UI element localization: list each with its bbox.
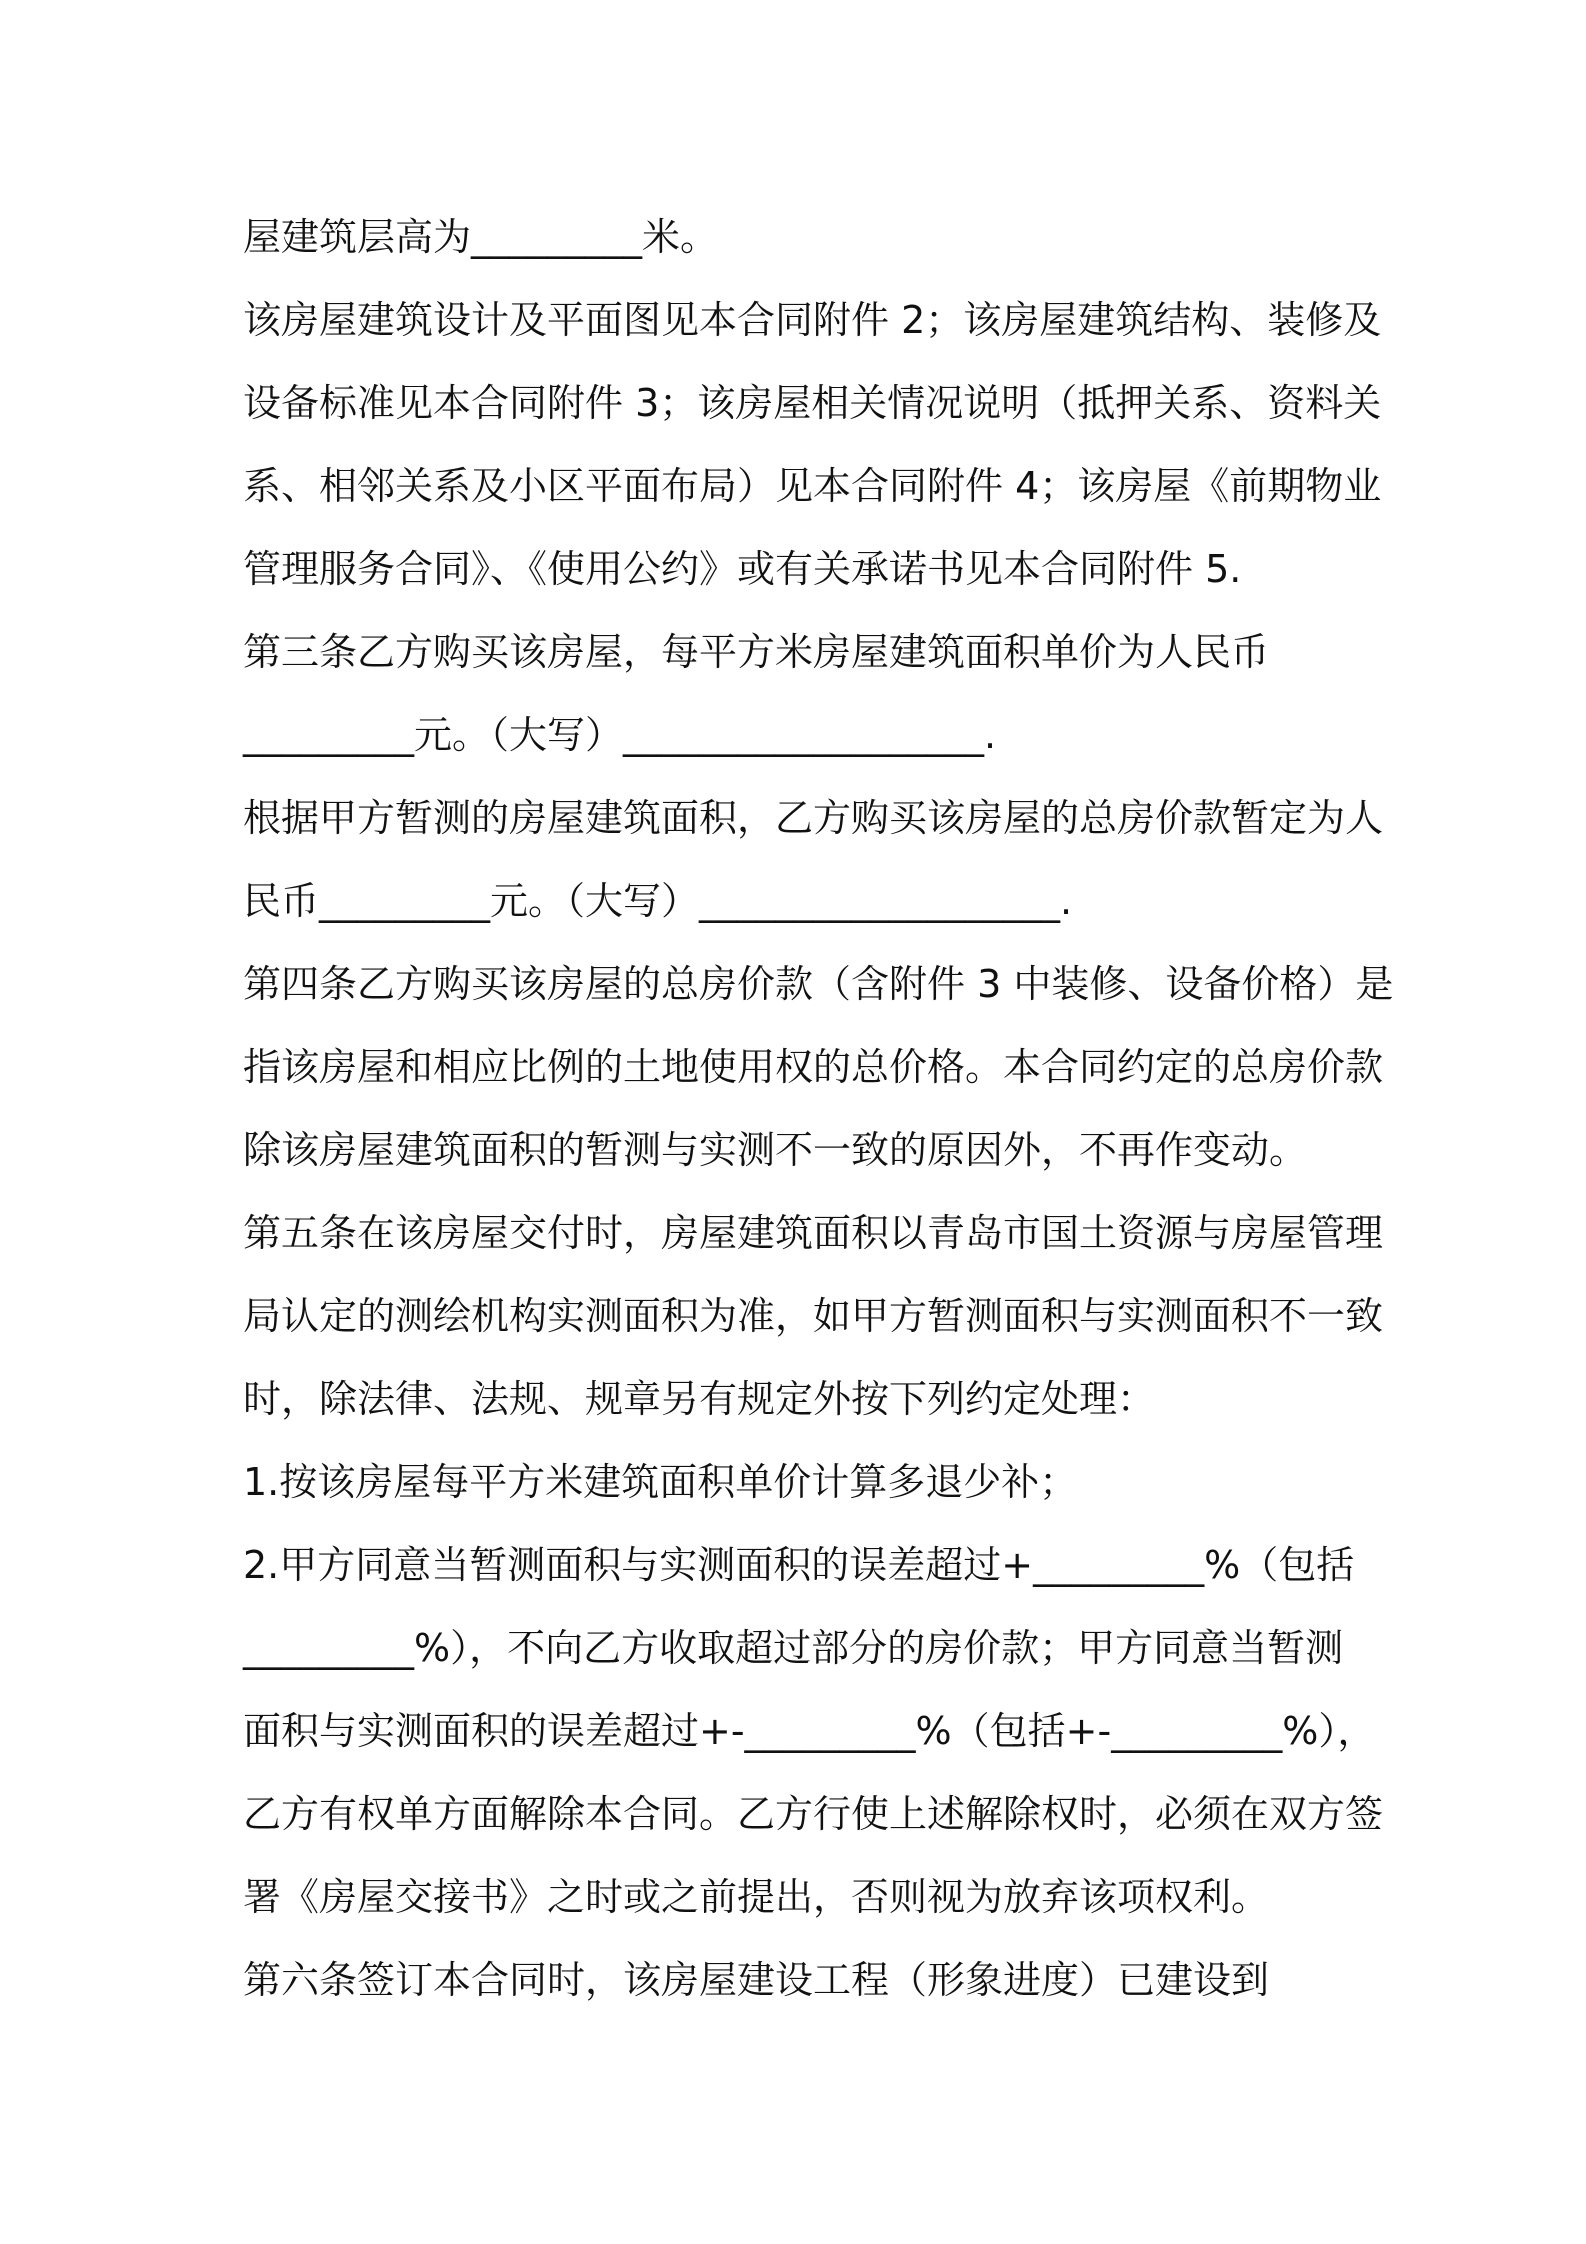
text-line: 乙方有权单方面解除本合同。乙方行使上述解除权时，必须在双方签: [243, 1792, 1384, 1836]
text-line: 时，除法律、法规、规章另有规定外按下列约定处理：: [243, 1377, 1156, 1421]
total-price-blank-line: 民币_________元。（大写）___________________.: [243, 879, 1073, 923]
article-4-heading-line: 第四条乙方购买该房屋的总房价款（含附件 3 中装修、设备价格）是: [243, 962, 1394, 1006]
text-line: 设备标准见本合同附件 3；该房屋相关情况说明（抵押关系、资料关: [243, 381, 1382, 425]
list-item-1: 1.按该房屋每平方米建筑面积单价计算多退少补；: [243, 1460, 1078, 1504]
text-line: 管理服务合同》、《使用公约》或有关承诺书见本合同附件 5.: [243, 547, 1242, 591]
unit-price-blank-line: _________元。（大写）___________________.: [243, 713, 997, 757]
text-line: 除该房屋建筑面积的暂测与实测不一致的原因外，不再作变动。: [243, 1128, 1308, 1172]
text-line: _________%），不向乙方收取超过部分的房价款；甲方同意当暂测: [243, 1626, 1344, 1670]
text-line: 署《房屋交接书》之时或之前提出，否则视为放弃该项权利。: [243, 1875, 1270, 1919]
text-line: 指该房屋和相应比例的土地使用权的总价格。本合同约定的总房价款: [243, 1045, 1384, 1089]
list-item-2: 2.甲方同意当暂测面积与实测面积的误差超过+_________%（包括: [243, 1543, 1355, 1587]
text-line: 该房屋建筑设计及平面图见本合同附件 2；该房屋建筑结构、装修及: [243, 298, 1382, 342]
text-line: 系、相邻关系及小区平面布局）见本合同附件 4；该房屋《前期物业: [243, 464, 1382, 508]
text-line: 局认定的测绘机构实测面积为准，如甲方暂测面积与实测面积不一致: [243, 1294, 1384, 1338]
text-line: 面积与实测面积的误差超过+-_________%（包括+-_________%），: [243, 1709, 1376, 1753]
article-6-heading-line: 第六条签订本合同时，该房屋建设工程（形象进度）已建设到: [243, 1958, 1270, 2002]
contract-body: [243, 196, 1394, 2022]
text-line: 根据甲方暂测的房屋建筑面积，乙方购买该房屋的总房价款暂定为人: [243, 796, 1384, 840]
article-3-heading-line: 第三条乙方购买该房屋，每平方米房屋建筑面积单价为人民币: [243, 630, 1270, 674]
article-5-heading-line: 第五条在该房屋交付时，房屋建筑面积以青岛市国土资源与房屋管理: [243, 1211, 1384, 1255]
text-line: 屋建筑层高为_________米。: [243, 215, 719, 259]
